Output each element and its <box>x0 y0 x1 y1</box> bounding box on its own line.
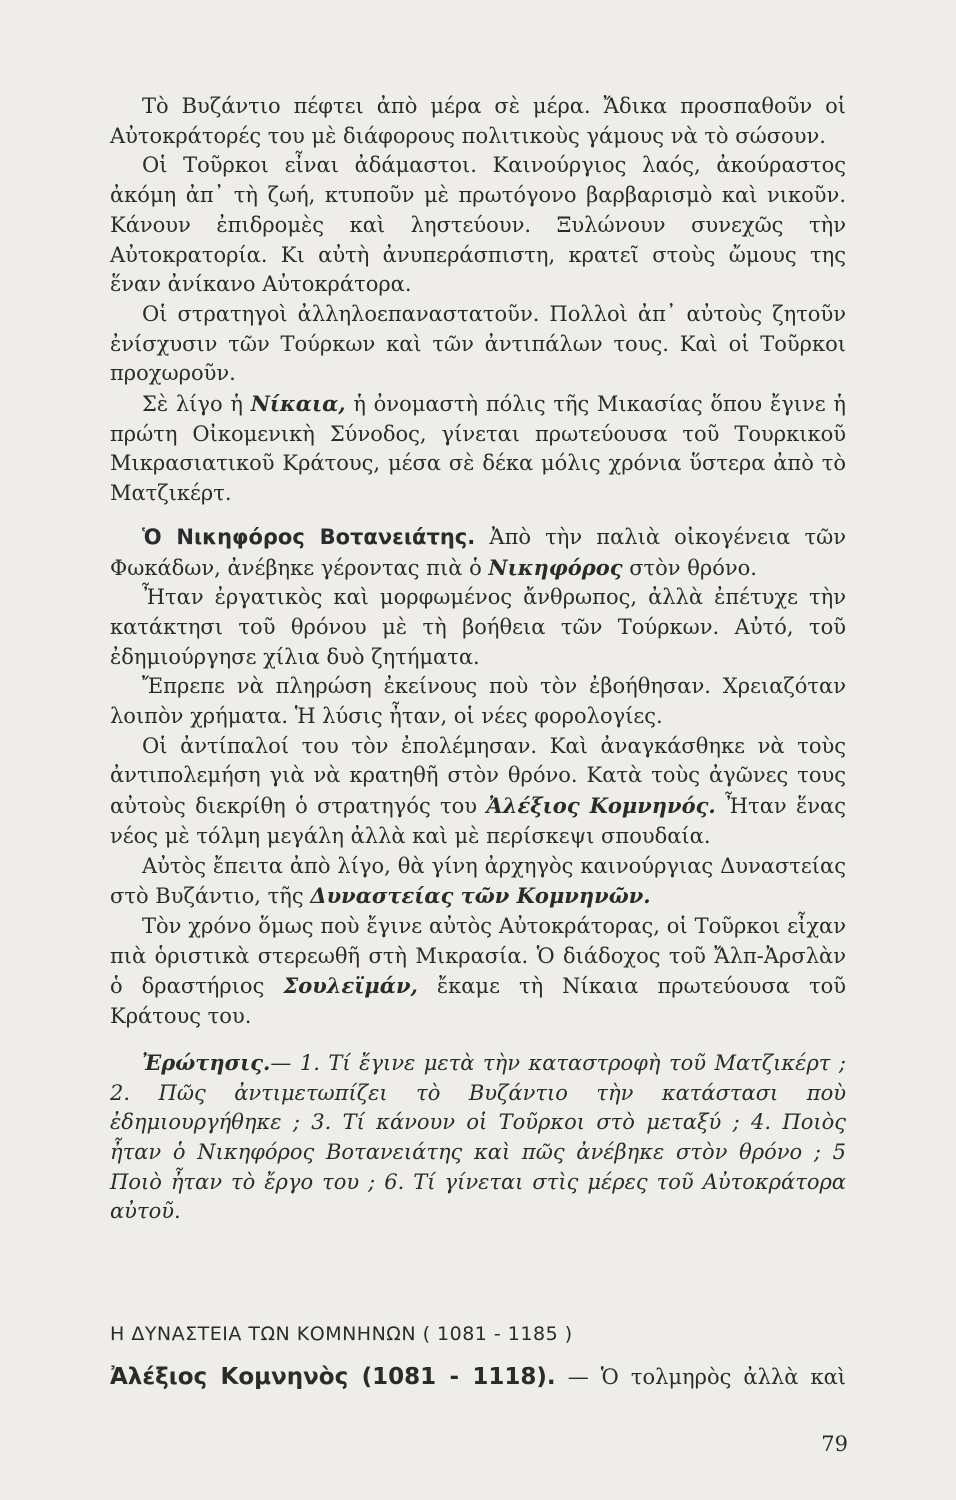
subheading-alexios: Ἀλέξιος Κομνηνὸς (1081 - 1118). <box>110 1364 556 1390</box>
text-run: Αὐτὸς ἔπειτα ἀπὸ λίγο, θὰ γίνη ἀρχηγὸς καινούργιας Δυναστείας στὸ Βυζάντιο, τῆς <box>110 853 846 909</box>
paragraph-taxes: Ἔπρεπε νὰ πληρώση ἐκείνους ποὺ τὸν ἐβοήθησαν. Χρειαζόταν λοιπὸν χρήματα. Ἡ λύσις ἦταν, οἱ νέες φορολογίες. <box>110 674 846 729</box>
text-run: στὸν θρόνο. <box>622 555 757 580</box>
paragraph-turks-indomitable: Οἱ Τοῦρκοι εἶναι ἀδάμαστοι. Καινούργιος λαός, ἀκούραστος ἀκόμη ἀπ᾿ τὴ ζωή, κτυποῦν μὲ πρωτόγονο βαρβαρισμὸ καὶ νικοῦν. Κάνουν ἐπιδρομὲς καὶ ληστεύουν. Ξυλώνουν συνεχῶς τὴν Αὐτοκρατορία. Κι αὐτὴ ἀνυπεράσπιστη, κρατεῖ στοὺς ὤμους της ἕναν ἀνίκανο Αὐτοκράτορα. <box>110 153 846 297</box>
text-run: — Ὁ τολμηρὸς ἀλλὰ καὶ <box>567 1365 846 1389</box>
text-run: Τὸν χρόνο ὅμως ποὺ ἔγινε αὐτὸς Αὐτοκράτορας, οἱ Τοῦρκοι εἶχαν πιὰ ὁριστικὰ στερεωθῆ στὴ Μικρασία. Ὁ διάδοχος τοῦ Ἄλπ-Ἀρσλὰν ὁ δραστήριος <box>110 913 846 999</box>
paragraph-byzantium-falls: Τὸ Βυζάντιο πέφτει ἀπὸ μέρα σὲ μέρα. Ἄδικα προσπαθοῦν οἱ Αὐτοκράτορές του μὲ διάφορους πολιτικοὺς γάμους νὰ τὸ σώσουν. <box>110 94 846 148</box>
term-nikephoros: Νικηφόρος <box>488 554 623 580</box>
subheading-nikephoros-botaneiates: Ὁ Νικηφόρος Βοτανειάτης. <box>142 524 476 549</box>
paragraph-suleiman <box>110 912 846 1032</box>
questions-text: — 1. Τί ἔγινε μετὰ τὴν καταστροφὴ τοῦ Ματζικέρτ ; 2. Πῶς ἀντιμετωπίζει τὸ Βυζάντιο τὴν κατάστασι ποὺ ἐδημιουργήθηκε ; 3. Τί κάνουν οἱ Τοῦρκοι στὸ μεταξύ ; 4. Ποιὸς ἦταν ὁ Νικηφόρος Βοτανειάτης καὶ πῶς ἀνέβηκε στὸν θρόνο ; 5 Ποιὸ ἦταν τὸ ἔργο του ; 6. Τί γίνεται στὶς μέρες τοῦ Αὐτοκράτορα αὐτοῦ. <box>110 1050 846 1224</box>
section-heading: Η ΔΥΝΑΣΤΕΙΑ ΤΩΝ ΚΟΜΝΗΝΩΝ ( 1081 - 1185 ) <box>110 1323 573 1345</box>
paragraph-hardworking: Ἦταν ἐργατικὸς καὶ μορφωμένος ἄνθρωπος, ἀλλὰ ἐπέτυχε τὴν κατάκτησι τοῦ θρόνου μὲ τὴ βοήθεια τῶν Τούρκων. Αὐτό, τοῦ ἐδημιούργησε χίλια δυὸ ζητήματα. <box>110 585 846 669</box>
paragraph-nicaea <box>110 389 846 509</box>
section-heading-wrap <box>110 1320 846 1348</box>
text-run: Ἦταν ἕνας νέος μὲ τόλμη μεγάλη ἀλλὰ καὶ μὲ περίσκεψι σπουδαία. <box>110 794 846 848</box>
term-alexios-komnenos: Ἀλέξιος Κομνηνός. <box>486 793 716 819</box>
text-run: Σὲ λίγο ἡ <box>142 392 251 417</box>
term-komnenos-dynasty: Δυναστείας τῶν Κομνηνῶν. <box>310 883 651 909</box>
text-run: Οἱ ἀντίπαλοί του τὸν ἐπολέμησαν. Καὶ ἀναγκάσθηκε νὰ τοὺς ἀντιπολεμήση γιὰ νὰ κρατηθῆ στὸν θρόνο. Κατὰ τοὺς ἀγῶνες τους αὐτοὺς διεκρίθη ὁ στρατηγός του <box>110 733 846 819</box>
paragraph-nikephoros <box>110 523 846 583</box>
page-number: 79 <box>821 1432 848 1456</box>
term-nicaea: Νίκαια, <box>250 391 346 417</box>
paragraph-generals-revolt: Οἱ στρατηγοὶ ἀλληλοεπαναστατοῦν. Πολλοὶ ἀπ᾿ αὐτοὺς ζητοῦν ἐνίσχυσιν τῶν Τούρκων καὶ τῶν ἀντιπάλων τους. Καὶ οἱ Τοῦρκοι προχωροῦν. <box>110 301 846 386</box>
text-run: Ἀπὸ τὴν παλιὰ οἰκογένεια τῶν Φωκάδων, ἀνέβηκε γέροντας πιὰ ὁ <box>110 524 846 580</box>
text-run: ἡ ὀνομαστὴ πόλις τῆς Μικασίας ὅπου ἔγινε ἡ πρώτη Οἰκομενικὴ Σύνοδος, γίνεται πρωτεύουσα τοῦ Τουρκικοῦ Μικρασιατικοῦ Κράτους, μέσα σὲ δέκα μόλις χρόνια ὕστερα ἀπὸ τὸ Ματζικέρτ. <box>110 392 846 506</box>
review-questions <box>110 1048 846 1227</box>
term-suleiman: Σουλεϊμάν, <box>283 973 418 999</box>
paragraph-alexios-distinguished <box>110 732 846 852</box>
paragraph-new-dynasty <box>110 852 846 912</box>
body-text <box>110 92 846 1227</box>
questions-label: Ἐρώτησις. <box>142 1049 271 1075</box>
text-run: ἔκαμε τὴ Νίκαια πρωτεύουσα τοῦ Κράτους του. <box>110 974 846 1029</box>
alexios-intro-line <box>110 1362 846 1392</box>
